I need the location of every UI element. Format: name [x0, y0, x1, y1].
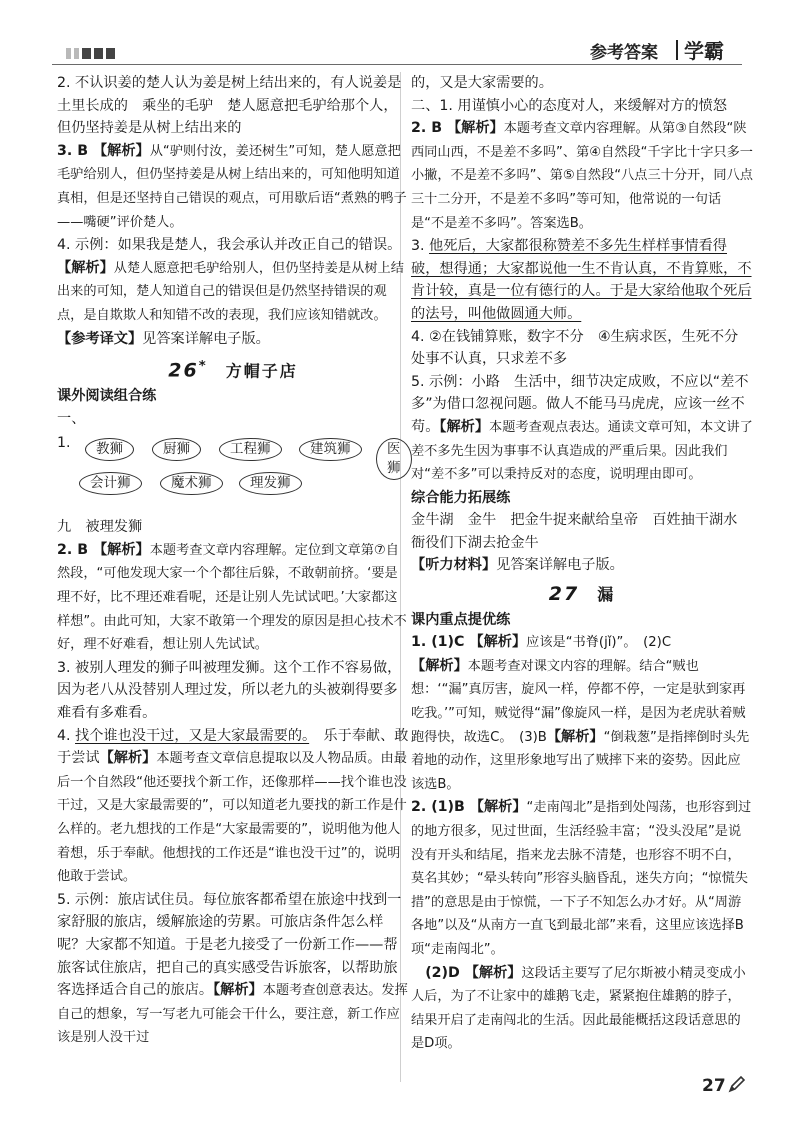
- answer-3-lion: 3. 被别人理发的狮子叫被理发狮。这个工作不容易做，因为老八从没替别人理过发，所以老九的头被剃得要多难看有多难看。: [57, 659, 402, 721]
- chip-gongchengshi: 工程狮: [219, 438, 282, 461]
- answer-3-churen: 3. B 【解析】从“驴则付汝，姜还树生”可知，楚人愿意把毛驴给别人，但仍坚持姜是从树上结出来的，可知他明知道真相，但是还坚持自己错误的观点，可用歇后语“煮熟的鸭子——嘴硬”评价楚人。: [57, 142, 407, 230]
- section-27-title: 27 漏: [548, 583, 616, 606]
- answer-4-churen: 4. 示例：如果我是楚人，我会承认并改正自己的错误。【解析】从楚人愿意把毛驴给别人，但仍坚持姜是从树上结出来的可知，楚人知道自己的错误但是仍然坚持错误的观点，是自欺欺人和知错不改的表现，我们应该知错就改。: [57, 237, 404, 323]
- pencil-icon: [727, 1074, 747, 1094]
- answer-2-5: 5. 示例：小路 生活中，细节决定成败，不应以“差不多”为借口忽视问题。做人不能马马虎虎，应该一丝不苟。【解析】本题考查观点表达。通读文章可知，本文讲了差不多先生因为事事不认真造成的严重后果。因此我们对“差不多”可以秉持反对的态度，说明理由即可。: [411, 373, 753, 483]
- chip-moshushi: 魔术狮: [160, 472, 223, 495]
- subheading-reading: 课外阅读组合练: [57, 388, 157, 405]
- answer-27-2: 2. (1)B 【解析】“走南闯北”是指到处闯荡，也形容到过的地方很多，见过世面，生活经验丰富；“没头没尾”是说没有开头和结尾，指来龙去脉不清楚，也形容不明不白，莫名其妙；“晕头转向”形容头脑昏乱，迷失方向；“惊慌失措”的意思是由于惊慌，一下子不知怎么办才好。从“周游各地”以及“从南方一直飞到最北部”来看，这里应该选择B项“走南闯北”。: [411, 799, 752, 957]
- listening-note: 【听力材料】见答案详解电子版。: [411, 557, 624, 574]
- subheading-comprehensive: 综合能力拓展练: [411, 489, 511, 506]
- answer-1-lion: 九 被理发狮: [57, 519, 143, 536]
- header-title: 参考答案: [590, 43, 658, 63]
- chip-kuaijishi: 会计狮: [79, 472, 142, 495]
- translation-note: 【参考译文】见答案详解电子版。: [57, 330, 270, 347]
- page-number: 27: [702, 1076, 726, 1096]
- chip-lifashi: 理发狮: [239, 472, 302, 495]
- answer-2-2: 2. B 【解析】本题考查文章内容理解。从第③自然段“陕西同山西，不是差不多吗”、第④自然段“千字比十字只多一小撇，不是差不多吗”、第⑤自然段“八点三十分开，同八点三十二分开，不是差不多吗”等可知，他常说的一句话是“不是差不多吗”。答案选B。: [411, 120, 753, 231]
- answer-5-continued: 的，又是大家需要的。: [411, 75, 553, 91]
- answer-2-1: 二、1. 用谨慎小心的态度对人，来缓解对方的愤怒: [411, 97, 727, 114]
- section-26-title: 26* 方帽子店: [168, 359, 298, 382]
- right-column: [411, 72, 753, 1056]
- chip-jianzhushi: 建筑狮: [299, 438, 362, 461]
- answer-2-lion: 2. B 【解析】本题考查文章内容理解。定位到文章第⑦自然段，“可他发现大家一个个都往后躲，不敢朝前挤。‘要是理不好，比不理还难看呢，还是让别人先试试吧。’大家都这样想”。由此可知，大家不敢第一个理发的原因是担心技术不好，理不好难看，想让别人先试试。: [57, 541, 407, 653]
- subheading-in-class: 课内重点提优练: [411, 611, 511, 628]
- answer-2-4: 4. ②在钱铺算账，数字不分 ④生病求医，生死不分 处事不认真，只求差不多: [411, 328, 753, 368]
- lion-diagram: [57, 432, 409, 512]
- left-column: [57, 72, 409, 1050]
- answer-2-churen: 2. 不认识姜的楚人认为姜是树上结出来的，有人说姜是土里长成的 乘坐的毛驴 楚人愿意把毛驴给那个人，但仍坚持姜是从树上结出来的: [57, 75, 402, 137]
- chip-jiaoshi: 教狮: [85, 438, 134, 461]
- answer-5-lion: 5. 示例：旅店试住员。每位旅客都希望在旅途中找到一家舒服的旅店，缓解旅途的劳累。可旅店条件怎么样呢？大家都不知道。于是老九接受了一份新工作——帮旅客试住旅店，把自己的真实感受告诉旅客，以帮助旅客选择适合自己的旅店。【解析】本题考查创意表达。发挥自己的想象，写一写老九可能会干什么，要注意，新工作应该是别人没干过: [57, 891, 408, 1046]
- answer-comprehensive: 金牛湖 金牛 把金牛捉来献给皇帝 百姓抽干湖水 衙役们下湖去抢金牛: [411, 512, 752, 551]
- answer-27-1: 1. (1)C 【解析】应该是“书脊(jǐ)”。 (2)C: [411, 634, 672, 651]
- chip-yishi: 医狮: [376, 438, 412, 480]
- answer-4-lion: 4. 找个谁也没干过，又是大家最需要的。 乐于奉献、敢于尝试【解析】本题考查文章信息提取以及人物品质。由最后一个自然段“他还要找个新工作，还像那样——找个谁也没干过，又是大家最需要的”，可以知道老九要找的新工作是什么样的。老九想找的工作是“大家最需要的”，说明他为他人着想，乐于奉献。他想找的工作还是“谁也没干过”的，说明他敢于尝试。: [57, 727, 409, 885]
- answer-27-1-explain: 【解析】本题考查对课文内容的理解。结合“贼也想：‘“漏”真厉害，旋风一样，停都不停，一定是驮到家再吃我。’”可知，贼觉得“漏”像旋风一样，是因为老虎驮着贼跑得快，故选C。 (3)B【解析】“倒栽葱”是指摔倒时头先着地的动作，这里形象地写出了贼摔下来的姿势。因此应该选B。: [411, 657, 750, 792]
- question-1-label: 1.: [57, 435, 71, 452]
- answer-27-2-2: (2)D 【解析】这段话主要写了尼尔斯被小精灵变成小人后，为了不让家中的雄鹅飞走，紧紧抱住雄鹅的脖子，结果开启了走南闯北的生活。因此最能概括这段话意思的是D项。: [411, 964, 746, 1052]
- page-header: [0, 0, 800, 66]
- chip-chushi: 厨狮: [152, 438, 201, 461]
- header-brand: 学霸: [684, 39, 724, 63]
- header-separator: [676, 40, 678, 60]
- answer-2-3: 3. 他死后，大家都很称赞差不多先生样样事情看得破，想得通；大家都说他一生不肯认真，不肯算账，不肯计较，真是一位有德行的人。于是大家给他取个死后的法号，叫他做圆通大师。: [411, 238, 752, 322]
- roman-one: 一、: [57, 410, 86, 427]
- header-rule: [52, 64, 742, 65]
- header-bars-decoration: [66, 44, 118, 63]
